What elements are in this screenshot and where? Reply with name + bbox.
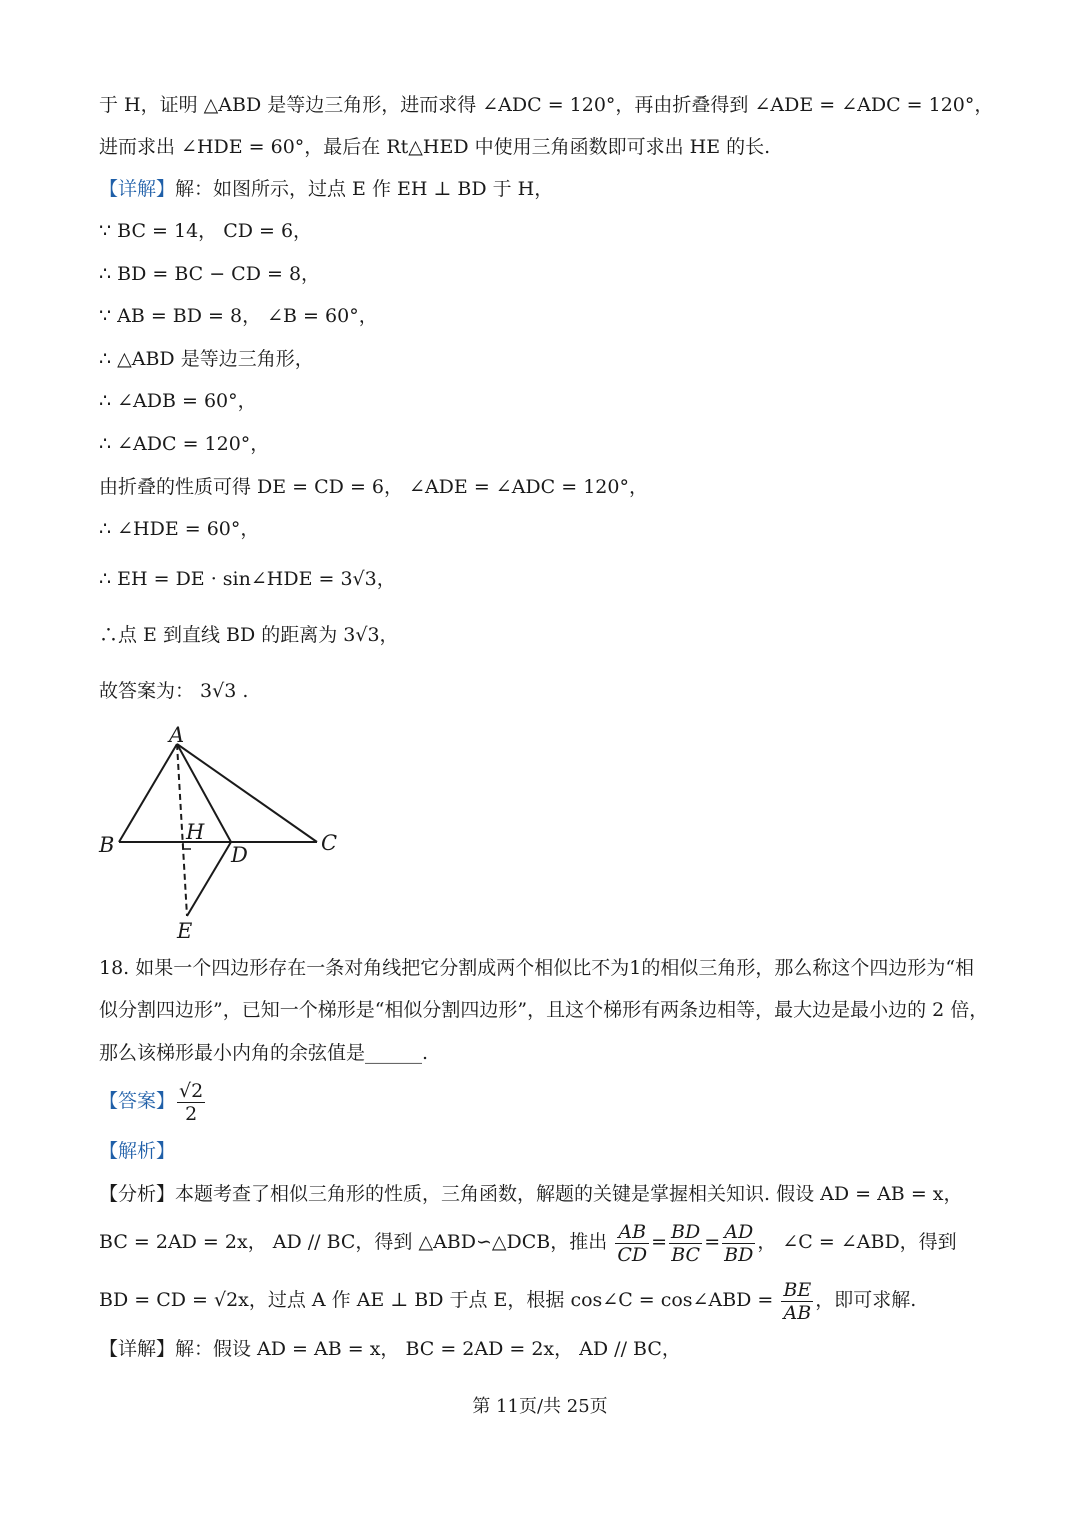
fraction-numerator: BE — [783, 1278, 812, 1301]
fraction-ad-bd — [722, 1221, 755, 1266]
segment-ab — [119, 744, 177, 842]
text-line: 故答案为： 3√3 . — [99, 680, 249, 702]
fraction-denominator: BD — [724, 1243, 754, 1266]
section-tag: 【分析】 — [99, 1183, 176, 1205]
fraction-numerator: √2 — [179, 1079, 204, 1102]
text-line: ∴ ∠ADC = 120°， — [99, 433, 270, 455]
text-line: ∴点 E 到直线 BD 的距离为 3√3， — [99, 624, 399, 646]
text-line: ∴ ∠HDE = 60°， — [99, 518, 260, 540]
text-span: 解：如图所示，过点 E 作 EH ⊥ BD 于 H， — [175, 178, 554, 200]
text-span: BD = CD = √2x，过点 A 作 AE ⊥ BD 于点 E，根据 cos∠C = cos∠ABD = — [99, 1289, 774, 1311]
text-span: ，即可求解. — [815, 1289, 917, 1311]
point-label-a: A — [169, 723, 185, 747]
text-span: ， ∠C = ∠ABD，得到 — [757, 1231, 957, 1253]
analysis-line — [99, 1138, 980, 1164]
text-line — [99, 176, 980, 202]
text-line: ∴ EH = DE · sin∠HDE = 3√3， — [99, 568, 396, 590]
fraction-denominator: AB — [783, 1301, 812, 1324]
answer-line — [99, 1077, 980, 1125]
answer-tag: 【答案】 — [99, 1090, 176, 1112]
geometry-figure — [95, 722, 355, 944]
point-label-d: D — [231, 843, 248, 867]
answer-fraction — [177, 1080, 205, 1125]
text-line: 进而求出 ∠HDE = 60°，最后在 Rt△HED 中使用三角函数即可求出 HE 的长. — [99, 136, 771, 158]
fraction-numerator: AD — [722, 1221, 755, 1244]
analysis-line — [99, 1181, 980, 1207]
analysis-line — [99, 1276, 980, 1324]
point-label-e: E — [177, 919, 193, 943]
section-tag: 【详解】 — [99, 178, 176, 200]
analysis-line: BC = 2AD = 2x， AD // BC，得到 △ABD∽△DCB，推出 $\frac{AB}{CD}$ = $\frac{BD}{BC}$ = $\frac{AD}{BD}$ ， ∠C = ∠ABD，得到 — [99, 1220, 957, 1266]
text-line: ∴ ∠ADB = 60°， — [99, 390, 257, 412]
text-line: ∵ AB = BD = 8， ∠B = 60°， — [99, 305, 378, 327]
fraction-ab-cd — [615, 1221, 649, 1266]
fraction-numerator: AB — [615, 1221, 649, 1244]
section-tag: 【解析】 — [99, 1140, 176, 1162]
page-footer: 第 11页/共 25页 — [472, 1396, 608, 1417]
text-line: ∴ △ABD 是等边三角形， — [99, 348, 314, 370]
fraction-bd-bc — [669, 1221, 702, 1266]
text-span: BC = 2AD = 2x， AD // BC，得到 △ABD∽△DCB，推出 — [99, 1231, 608, 1253]
fraction-denominator: CD — [617, 1243, 648, 1266]
question-line: 那么该梯形最小内角的余弦值是______. — [99, 1042, 429, 1064]
text-line: 由折叠的性质可得 DE = CD = 6， ∠ADE = ∠ADC = 120°， — [99, 476, 648, 498]
section-tag: 【详解】 — [99, 1338, 176, 1360]
point-label-b: B — [99, 833, 115, 857]
point-label-h: H — [186, 820, 205, 844]
fraction-be-ab — [781, 1279, 813, 1324]
fraction-denominator: BC — [671, 1243, 701, 1266]
question-line: 18. 如果一个四边形存在一条对角线把它分割成两个相似比不为1的相似三角形，那么称这个四边形为“相 — [99, 957, 975, 979]
segment-de — [187, 842, 231, 916]
detail-line — [99, 1336, 980, 1362]
text-line: ∴ BD = BC − CD = 8， — [99, 263, 321, 285]
text-line: ∵ BC = 14， CD = 6， — [99, 220, 313, 242]
fraction-denominator: 2 — [185, 1102, 198, 1125]
text-span: 本题考查了相似三角形的性质，三角函数，解题的关键是掌握相关知识. 假设 AD = AB = x， — [175, 1183, 963, 1205]
fraction-numerator: BD — [671, 1220, 701, 1243]
text-span: 解：假设 AD = AB = x， BC = 2AD = 2x， AD // BC， — [175, 1338, 681, 1360]
point-label-c: C — [321, 831, 338, 855]
text-line: 于 H，证明 △ABD 是等边三角形，进而求得 ∠ADC = 120°，再由折叠得到 ∠ADE = ∠ADC = 120°， — [99, 94, 994, 116]
question-line: 似分割四边形”，已知一个梯形是“相似分割四边形”，且这个梯形有两条边相等，最大边是最小边的 2 倍， — [99, 999, 989, 1021]
